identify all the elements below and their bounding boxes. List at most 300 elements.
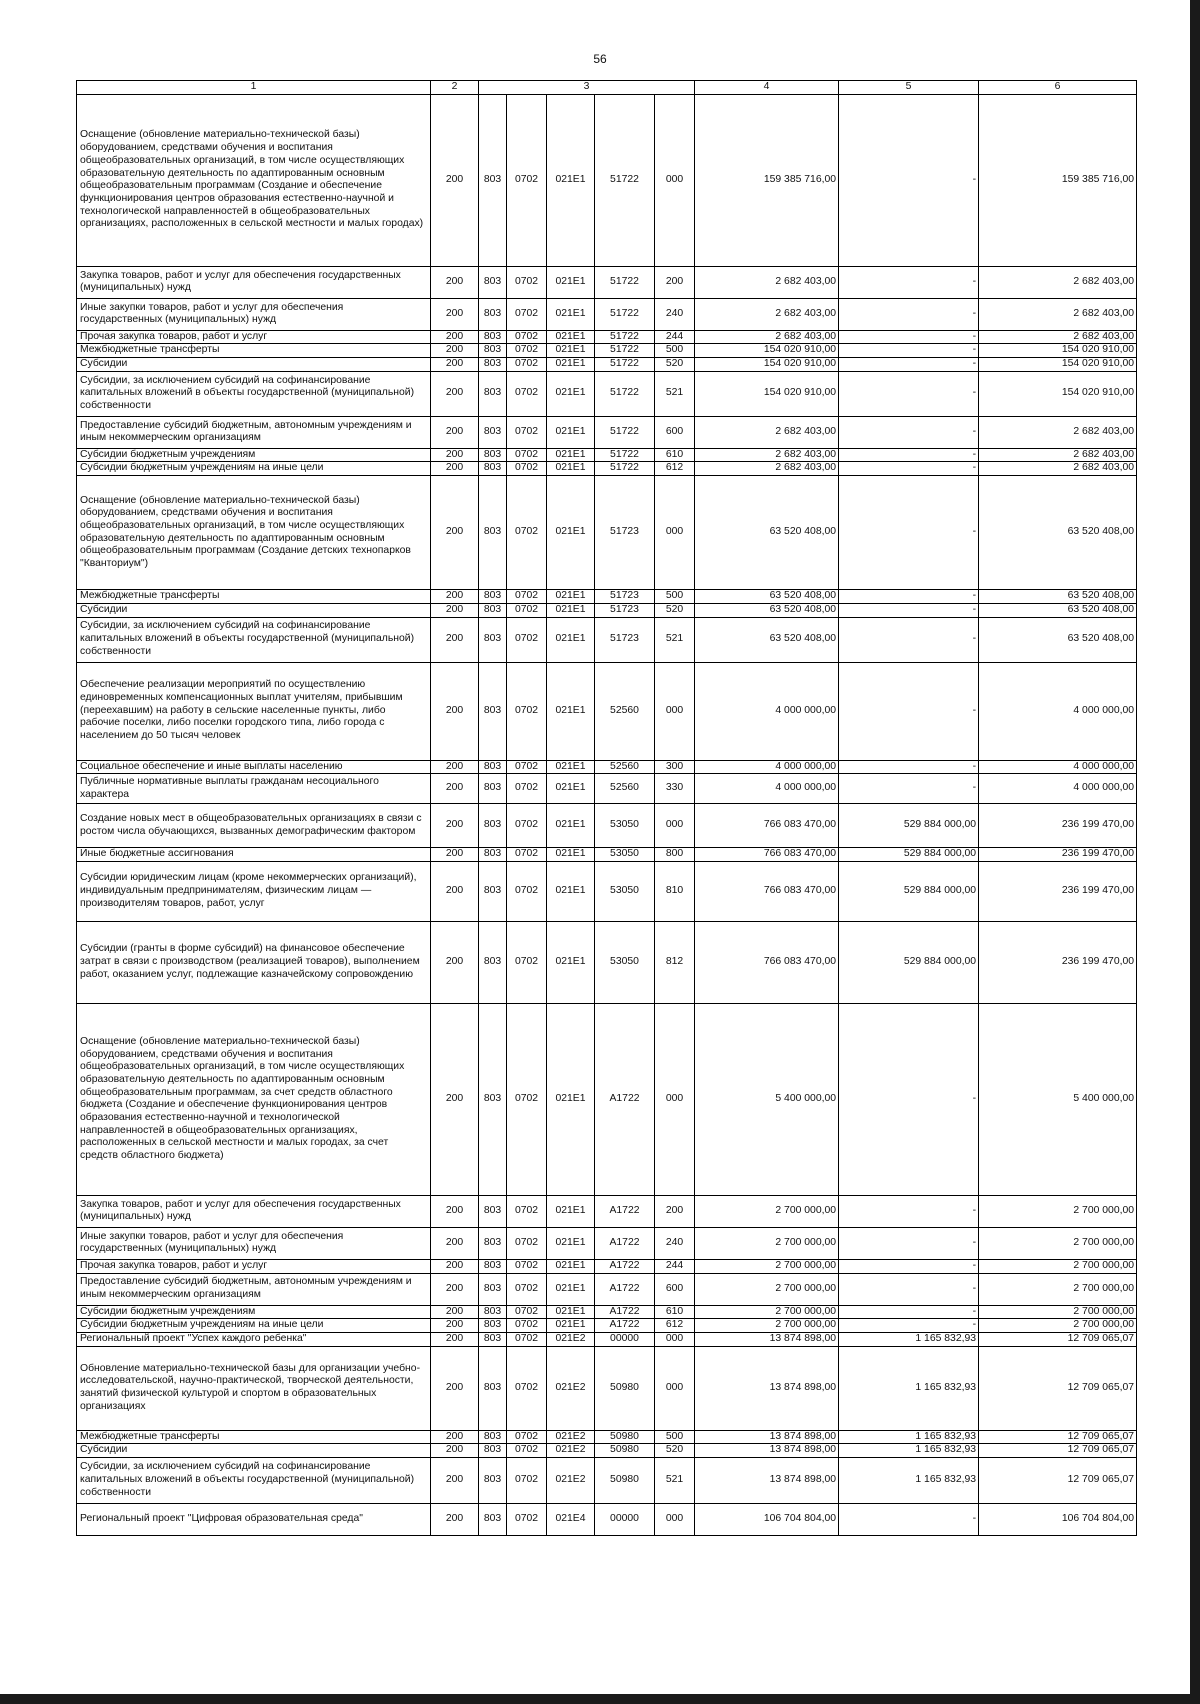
- col-amount-federal: 1 165 832,93: [839, 1430, 979, 1444]
- row-description: Обеспечение реализации мероприятий по осуществлению единовременных компенсационных выплат учителям, прибывшим (переехавшим) на работу в сельские населенные пункты, либо рабочие поселки, либо поселки городского типа, либо города с населением до 50 тысяч человек: [77, 662, 431, 760]
- col-section-code: 803: [479, 1319, 507, 1333]
- row-description: Межбюджетные трансферты: [77, 590, 431, 604]
- col-amount-federal: -: [839, 1273, 979, 1305]
- col-amount-total: 2 682 403,00: [695, 416, 839, 448]
- col-direction-code: 53050: [595, 804, 655, 848]
- row-description: Предоставление субсидий бюджетным, автономным учреждениям и иным некоммерческим организациям: [77, 1273, 431, 1305]
- col-admin-code: 200: [431, 1504, 479, 1536]
- row-description: Предоставление субсидий бюджетным, автономным учреждениям и иным некоммерческим организациям: [77, 416, 431, 448]
- col-amount-regional: 2 700 000,00: [979, 1319, 1137, 1333]
- col-program-code: 021E2: [547, 1332, 595, 1346]
- col-program-code: 021E1: [547, 1305, 595, 1319]
- col-amount-total: 154 020 910,00: [695, 371, 839, 416]
- col-expense-type-code: 244: [655, 330, 695, 344]
- col-subsection-code: 0702: [507, 603, 547, 617]
- col-subsection-code: 0702: [507, 590, 547, 604]
- col-amount-regional: 2 682 403,00: [979, 448, 1137, 462]
- col-direction-code: 52560: [595, 774, 655, 804]
- col-amount-regional: 106 704 804,00: [979, 1504, 1137, 1536]
- col-subsection-code: 0702: [507, 861, 547, 921]
- col-program-code: 021E1: [547, 266, 595, 298]
- col-subsection-code: 0702: [507, 1458, 547, 1504]
- col-section-code: 803: [479, 1195, 507, 1227]
- col-section-code: 803: [479, 1346, 507, 1430]
- table-row: [77, 1430, 1137, 1444]
- col-amount-total: 13 874 898,00: [695, 1444, 839, 1458]
- col-expense-type-code: 521: [655, 617, 695, 662]
- col-amount-federal: -: [839, 1504, 979, 1536]
- col-program-code: 021E1: [547, 617, 595, 662]
- col-amount-total: 4 000 000,00: [695, 774, 839, 804]
- col-subsection-code: 0702: [507, 416, 547, 448]
- col-section-code: 803: [479, 448, 507, 462]
- col-amount-total: 13 874 898,00: [695, 1332, 839, 1346]
- table-row: [77, 476, 1137, 590]
- col-subsection-code: 0702: [507, 804, 547, 848]
- header-col-1: 1: [77, 81, 431, 95]
- col-amount-regional: 2 700 000,00: [979, 1305, 1137, 1319]
- col-amount-regional: 2 682 403,00: [979, 330, 1137, 344]
- table-row: [77, 1332, 1137, 1346]
- col-amount-federal: -: [839, 330, 979, 344]
- col-direction-code: 51722: [595, 266, 655, 298]
- col-amount-regional: 154 020 910,00: [979, 371, 1137, 416]
- col-amount-regional: 63 520 408,00: [979, 617, 1137, 662]
- col-subsection-code: 0702: [507, 662, 547, 760]
- col-expense-type-code: 000: [655, 94, 695, 266]
- col-direction-code: А1722: [595, 1227, 655, 1259]
- row-description: Прочая закупка товаров, работ и услуг: [77, 330, 431, 344]
- row-description: Межбюджетные трансферты: [77, 344, 431, 358]
- col-amount-federal: -: [839, 416, 979, 448]
- col-subsection-code: 0702: [507, 1504, 547, 1536]
- col-amount-total: 2 700 000,00: [695, 1259, 839, 1273]
- col-admin-code: 200: [431, 1227, 479, 1259]
- col-expense-type-code: 520: [655, 603, 695, 617]
- col-amount-federal: 529 884 000,00: [839, 861, 979, 921]
- col-section-code: 803: [479, 298, 507, 330]
- table-row: [77, 861, 1137, 921]
- col-direction-code: 00000: [595, 1332, 655, 1346]
- col-direction-code: 53050: [595, 848, 655, 862]
- col-section-code: 803: [479, 371, 507, 416]
- col-amount-total: 63 520 408,00: [695, 476, 839, 590]
- col-expense-type-code: 240: [655, 1227, 695, 1259]
- col-program-code: 021E1: [547, 921, 595, 1003]
- col-amount-federal: -: [839, 1003, 979, 1195]
- col-expense-type-code: 000: [655, 1332, 695, 1346]
- col-admin-code: 200: [431, 861, 479, 921]
- table-row: [77, 448, 1137, 462]
- col-admin-code: 200: [431, 603, 479, 617]
- col-admin-code: 200: [431, 476, 479, 590]
- table-row: [77, 344, 1137, 358]
- col-amount-federal: 529 884 000,00: [839, 804, 979, 848]
- row-description: Иные бюджетные ассигнования: [77, 848, 431, 862]
- row-description: Региональный проект "Успех каждого ребенка": [77, 1332, 431, 1346]
- col-expense-type-code: 600: [655, 416, 695, 448]
- row-description: Обновление материально-технической базы для организации учебно-исследовательской, научно-практической, творческой деятельности, занятий физической культурой и спортом в образовательных организациях: [77, 1346, 431, 1430]
- col-program-code: 021E1: [547, 603, 595, 617]
- row-description: Субсидии юридическим лицам (кроме некоммерческих организаций), индивидуальным предпринимателям, физическим лицам — производителям товаров, работ, услуг: [77, 861, 431, 921]
- row-description: Субсидии бюджетным учреждениям на иные цели: [77, 462, 431, 476]
- col-expense-type-code: 000: [655, 1504, 695, 1536]
- col-amount-total: 2 682 403,00: [695, 330, 839, 344]
- col-expense-type-code: 200: [655, 1195, 695, 1227]
- col-admin-code: 200: [431, 330, 479, 344]
- col-admin-code: 200: [431, 804, 479, 848]
- col-subsection-code: 0702: [507, 358, 547, 372]
- col-expense-type-code: 520: [655, 1444, 695, 1458]
- col-amount-federal: -: [839, 462, 979, 476]
- col-amount-federal: 529 884 000,00: [839, 848, 979, 862]
- col-subsection-code: 0702: [507, 1305, 547, 1319]
- row-description: Субсидии бюджетным учреждениям: [77, 1305, 431, 1319]
- col-direction-code: 51722: [595, 94, 655, 266]
- col-direction-code: 50980: [595, 1444, 655, 1458]
- col-admin-code: 200: [431, 848, 479, 862]
- col-direction-code: 51722: [595, 371, 655, 416]
- col-amount-total: 2 700 000,00: [695, 1227, 839, 1259]
- table-row: [77, 94, 1137, 266]
- col-section-code: 803: [479, 344, 507, 358]
- col-program-code: 021E1: [547, 416, 595, 448]
- col-direction-code: 51722: [595, 416, 655, 448]
- col-program-code: 021E1: [547, 662, 595, 760]
- col-amount-federal: 529 884 000,00: [839, 921, 979, 1003]
- col-amount-total: 63 520 408,00: [695, 603, 839, 617]
- col-amount-federal: -: [839, 94, 979, 266]
- col-amount-total: 4 000 000,00: [695, 662, 839, 760]
- row-description: Субсидии: [77, 603, 431, 617]
- col-subsection-code: 0702: [507, 1273, 547, 1305]
- row-description: Иные закупки товаров, работ и услуг для обеспечения государственных (муниципальных) нужд: [77, 298, 431, 330]
- col-amount-total: 63 520 408,00: [695, 590, 839, 604]
- col-amount-total: 13 874 898,00: [695, 1430, 839, 1444]
- col-program-code: 021E1: [547, 344, 595, 358]
- col-expense-type-code: 500: [655, 1430, 695, 1444]
- col-subsection-code: 0702: [507, 774, 547, 804]
- row-description: Субсидии, за исключением субсидий на софинансирование капитальных вложений в объекты государственной (муниципальной) собственности: [77, 617, 431, 662]
- col-amount-federal: 1 165 832,93: [839, 1444, 979, 1458]
- col-amount-total: 106 704 804,00: [695, 1504, 839, 1536]
- col-program-code: 021E1: [547, 94, 595, 266]
- col-program-code: 021E1: [547, 1319, 595, 1333]
- table-row: [77, 358, 1137, 372]
- table-row: [77, 298, 1137, 330]
- col-subsection-code: 0702: [507, 371, 547, 416]
- col-direction-code: 00000: [595, 1504, 655, 1536]
- row-description: Закупка товаров, работ и услуг для обеспечения государственных (муниципальных) нужд: [77, 1195, 431, 1227]
- col-section-code: 803: [479, 848, 507, 862]
- col-amount-federal: -: [839, 1305, 979, 1319]
- col-section-code: 803: [479, 603, 507, 617]
- col-expense-type-code: 244: [655, 1259, 695, 1273]
- col-amount-federal: -: [839, 662, 979, 760]
- col-program-code: 021E4: [547, 1504, 595, 1536]
- row-description: Публичные нормативные выплаты гражданам несоциального характера: [77, 774, 431, 804]
- row-description: Субсидии: [77, 358, 431, 372]
- col-amount-total: 159 385 716,00: [695, 94, 839, 266]
- table-row: [77, 662, 1137, 760]
- col-section-code: 803: [479, 462, 507, 476]
- header-col-3: 3: [479, 81, 695, 95]
- col-admin-code: 200: [431, 448, 479, 462]
- table-row: [77, 330, 1137, 344]
- table-row: [77, 1346, 1137, 1430]
- table-row: [77, 760, 1137, 774]
- col-direction-code: 50980: [595, 1430, 655, 1444]
- row-description: Межбюджетные трансферты: [77, 1430, 431, 1444]
- col-amount-federal: -: [839, 344, 979, 358]
- col-amount-total: 154 020 910,00: [695, 344, 839, 358]
- header-row: [77, 81, 1137, 95]
- col-subsection-code: 0702: [507, 1319, 547, 1333]
- col-admin-code: 200: [431, 1332, 479, 1346]
- col-program-code: 021E2: [547, 1444, 595, 1458]
- col-direction-code: 51723: [595, 603, 655, 617]
- col-subsection-code: 0702: [507, 1259, 547, 1273]
- col-program-code: 021E1: [547, 448, 595, 462]
- col-program-code: 021E1: [547, 1227, 595, 1259]
- row-description: Субсидии, за исключением субсидий на софинансирование капитальных вложений в объекты государственной (муниципальной) собственности: [77, 371, 431, 416]
- col-admin-code: 200: [431, 344, 479, 358]
- col-direction-code: А1722: [595, 1003, 655, 1195]
- col-admin-code: 200: [431, 94, 479, 266]
- row-description: Субсидии, за исключением субсидий на софинансирование капитальных вложений в объекты государственной (муниципальной) собственности: [77, 1458, 431, 1504]
- row-description: Прочая закупка товаров, работ и услуг: [77, 1259, 431, 1273]
- col-subsection-code: 0702: [507, 848, 547, 862]
- col-amount-regional: 2 682 403,00: [979, 266, 1137, 298]
- col-direction-code: 50980: [595, 1346, 655, 1430]
- col-amount-regional: 12 709 065,07: [979, 1444, 1137, 1458]
- col-expense-type-code: 800: [655, 848, 695, 862]
- budget-table: [76, 80, 1137, 1536]
- col-direction-code: 51722: [595, 462, 655, 476]
- col-admin-code: 200: [431, 1444, 479, 1458]
- col-amount-federal: -: [839, 448, 979, 462]
- table-row: [77, 774, 1137, 804]
- table-row: [77, 848, 1137, 862]
- col-section-code: 803: [479, 476, 507, 590]
- table-row: [77, 1319, 1137, 1333]
- col-admin-code: 200: [431, 266, 479, 298]
- col-program-code: 021E1: [547, 590, 595, 604]
- col-direction-code: 52560: [595, 662, 655, 760]
- col-amount-federal: -: [839, 266, 979, 298]
- table-row: [77, 590, 1137, 604]
- col-expense-type-code: 521: [655, 1458, 695, 1504]
- table-row: [77, 1444, 1137, 1458]
- col-direction-code: А1722: [595, 1195, 655, 1227]
- col-amount-regional: 63 520 408,00: [979, 603, 1137, 617]
- col-direction-code: 51723: [595, 617, 655, 662]
- header-col-4: 4: [695, 81, 839, 95]
- table-row: [77, 1003, 1137, 1195]
- col-subsection-code: 0702: [507, 617, 547, 662]
- col-admin-code: 200: [431, 358, 479, 372]
- col-amount-regional: 154 020 910,00: [979, 358, 1137, 372]
- col-section-code: 803: [479, 1003, 507, 1195]
- col-direction-code: А1722: [595, 1319, 655, 1333]
- col-subsection-code: 0702: [507, 1444, 547, 1458]
- row-description: Оснащение (обновление материально-технической базы) оборудованием, средствами обучения и воспитания общеобразовательных организаций, в том числе осуществляющих образовательную деятельность по адаптированным основным общеобразовательным программам (Создание и обеспечение функционирования центров образования естественно-научной и технологической направленностей в общеобразовательных организациях, расположенных в сельской местности и малых городах): [77, 94, 431, 266]
- table-row: [77, 462, 1137, 476]
- col-amount-regional: 2 700 000,00: [979, 1259, 1137, 1273]
- col-amount-federal: -: [839, 603, 979, 617]
- col-amount-total: 4 000 000,00: [695, 760, 839, 774]
- col-section-code: 803: [479, 1458, 507, 1504]
- col-amount-regional: 2 700 000,00: [979, 1227, 1137, 1259]
- col-subsection-code: 0702: [507, 921, 547, 1003]
- col-amount-federal: -: [839, 371, 979, 416]
- col-amount-total: 2 700 000,00: [695, 1273, 839, 1305]
- col-amount-regional: 236 199 470,00: [979, 804, 1137, 848]
- row-description: Субсидии: [77, 1444, 431, 1458]
- scan-edge-right: [1190, 0, 1200, 1704]
- col-program-code: 021E1: [547, 848, 595, 862]
- col-direction-code: 51722: [595, 358, 655, 372]
- col-section-code: 803: [479, 1444, 507, 1458]
- col-admin-code: 200: [431, 1458, 479, 1504]
- col-admin-code: 200: [431, 1305, 479, 1319]
- col-program-code: 021E2: [547, 1430, 595, 1444]
- table-row: [77, 1504, 1137, 1536]
- col-expense-type-code: 330: [655, 774, 695, 804]
- col-subsection-code: 0702: [507, 1332, 547, 1346]
- col-amount-total: 766 083 470,00: [695, 848, 839, 862]
- col-program-code: 021E1: [547, 760, 595, 774]
- col-program-code: 021E1: [547, 1273, 595, 1305]
- table-row: [77, 603, 1137, 617]
- col-amount-federal: 1 165 832,93: [839, 1346, 979, 1430]
- col-amount-regional: 236 199 470,00: [979, 848, 1137, 862]
- col-subsection-code: 0702: [507, 1346, 547, 1430]
- col-direction-code: 51723: [595, 590, 655, 604]
- col-subsection-code: 0702: [507, 266, 547, 298]
- col-subsection-code: 0702: [507, 1430, 547, 1444]
- row-description: Субсидии (гранты в форме субсидий) на финансовое обеспечение затрат в связи с производством (реализацией товаров), выполнением работ, оказанием услуг, подлежащие казначейскому сопровождению: [77, 921, 431, 1003]
- table-body: [77, 94, 1137, 1535]
- row-description: Социальное обеспечение и иные выплаты населению: [77, 760, 431, 774]
- col-expense-type-code: 612: [655, 1319, 695, 1333]
- col-amount-regional: 4 000 000,00: [979, 760, 1137, 774]
- col-amount-federal: -: [839, 476, 979, 590]
- row-description: Субсидии бюджетным учреждениям на иные цели: [77, 1319, 431, 1333]
- col-admin-code: 200: [431, 590, 479, 604]
- col-direction-code: А1722: [595, 1273, 655, 1305]
- col-amount-total: 766 083 470,00: [695, 804, 839, 848]
- col-amount-total: 2 700 000,00: [695, 1195, 839, 1227]
- col-amount-federal: -: [839, 1227, 979, 1259]
- col-section-code: 803: [479, 774, 507, 804]
- col-section-code: 803: [479, 1504, 507, 1536]
- budget-table-container: [76, 80, 1137, 1536]
- col-amount-regional: 154 020 910,00: [979, 344, 1137, 358]
- col-expense-type-code: 600: [655, 1273, 695, 1305]
- col-direction-code: 52560: [595, 760, 655, 774]
- col-expense-type-code: 610: [655, 448, 695, 462]
- col-amount-regional: 12 709 065,07: [979, 1332, 1137, 1346]
- col-admin-code: 200: [431, 1003, 479, 1195]
- col-expense-type-code: 200: [655, 266, 695, 298]
- table-row: [77, 1458, 1137, 1504]
- col-amount-regional: 159 385 716,00: [979, 94, 1137, 266]
- col-admin-code: 200: [431, 662, 479, 760]
- col-program-code: 021E1: [547, 371, 595, 416]
- col-amount-federal: -: [839, 590, 979, 604]
- col-admin-code: 200: [431, 774, 479, 804]
- col-amount-total: 766 083 470,00: [695, 921, 839, 1003]
- col-amount-total: 766 083 470,00: [695, 861, 839, 921]
- col-admin-code: 200: [431, 1195, 479, 1227]
- col-amount-total: 2 682 403,00: [695, 298, 839, 330]
- col-amount-federal: -: [839, 1259, 979, 1273]
- col-admin-code: 200: [431, 1259, 479, 1273]
- col-amount-federal: -: [839, 1319, 979, 1333]
- col-amount-total: 5 400 000,00: [695, 1003, 839, 1195]
- col-direction-code: 53050: [595, 921, 655, 1003]
- col-expense-type-code: 812: [655, 921, 695, 1003]
- table-row: [77, 1259, 1137, 1273]
- col-admin-code: 200: [431, 416, 479, 448]
- col-admin-code: 200: [431, 462, 479, 476]
- col-section-code: 803: [479, 804, 507, 848]
- col-expense-type-code: 612: [655, 462, 695, 476]
- col-direction-code: 50980: [595, 1458, 655, 1504]
- col-amount-total: 2 682 403,00: [695, 266, 839, 298]
- col-section-code: 803: [479, 330, 507, 344]
- header-col-5: 5: [839, 81, 979, 95]
- col-section-code: 803: [479, 94, 507, 266]
- col-program-code: 021E1: [547, 476, 595, 590]
- col-amount-regional: 12 709 065,07: [979, 1346, 1137, 1430]
- col-amount-regional: 4 000 000,00: [979, 662, 1137, 760]
- header-col-2: 2: [431, 81, 479, 95]
- col-expense-type-code: 520: [655, 358, 695, 372]
- col-section-code: 803: [479, 266, 507, 298]
- col-direction-code: 51722: [595, 448, 655, 462]
- col-program-code: 021E1: [547, 1003, 595, 1195]
- col-amount-regional: 2 700 000,00: [979, 1195, 1137, 1227]
- table-row: [77, 371, 1137, 416]
- col-amount-total: 2 700 000,00: [695, 1305, 839, 1319]
- row-description: Оснащение (обновление материально-технической базы) оборудованием, средствами обучения и воспитания общеобразовательных организаций, в том числе осуществляющих образовательную деятельность по адаптированным основным общеобразовательным программам (Создание детских технопарков "Кванториум"): [77, 476, 431, 590]
- col-amount-total: 13 874 898,00: [695, 1458, 839, 1504]
- col-program-code: 021E1: [547, 861, 595, 921]
- col-program-code: 021E1: [547, 1195, 595, 1227]
- col-section-code: 803: [479, 1430, 507, 1444]
- col-program-code: 021E1: [547, 462, 595, 476]
- col-program-code: 021E1: [547, 298, 595, 330]
- col-subsection-code: 0702: [507, 330, 547, 344]
- col-direction-code: А1722: [595, 1259, 655, 1273]
- col-admin-code: 200: [431, 371, 479, 416]
- col-admin-code: 200: [431, 1273, 479, 1305]
- row-description: Иные закупки товаров, работ и услуг для обеспечения государственных (муниципальных) нужд: [77, 1227, 431, 1259]
- table-row: [77, 804, 1137, 848]
- col-subsection-code: 0702: [507, 94, 547, 266]
- col-admin-code: 200: [431, 298, 479, 330]
- row-description: Закупка товаров, работ и услуг для обеспечения государственных (муниципальных) нужд: [77, 266, 431, 298]
- col-expense-type-code: 000: [655, 476, 695, 590]
- col-amount-federal: -: [839, 617, 979, 662]
- col-admin-code: 200: [431, 921, 479, 1003]
- col-expense-type-code: 500: [655, 590, 695, 604]
- col-section-code: 803: [479, 1227, 507, 1259]
- col-amount-regional: 63 520 408,00: [979, 590, 1137, 604]
- col-expense-type-code: 521: [655, 371, 695, 416]
